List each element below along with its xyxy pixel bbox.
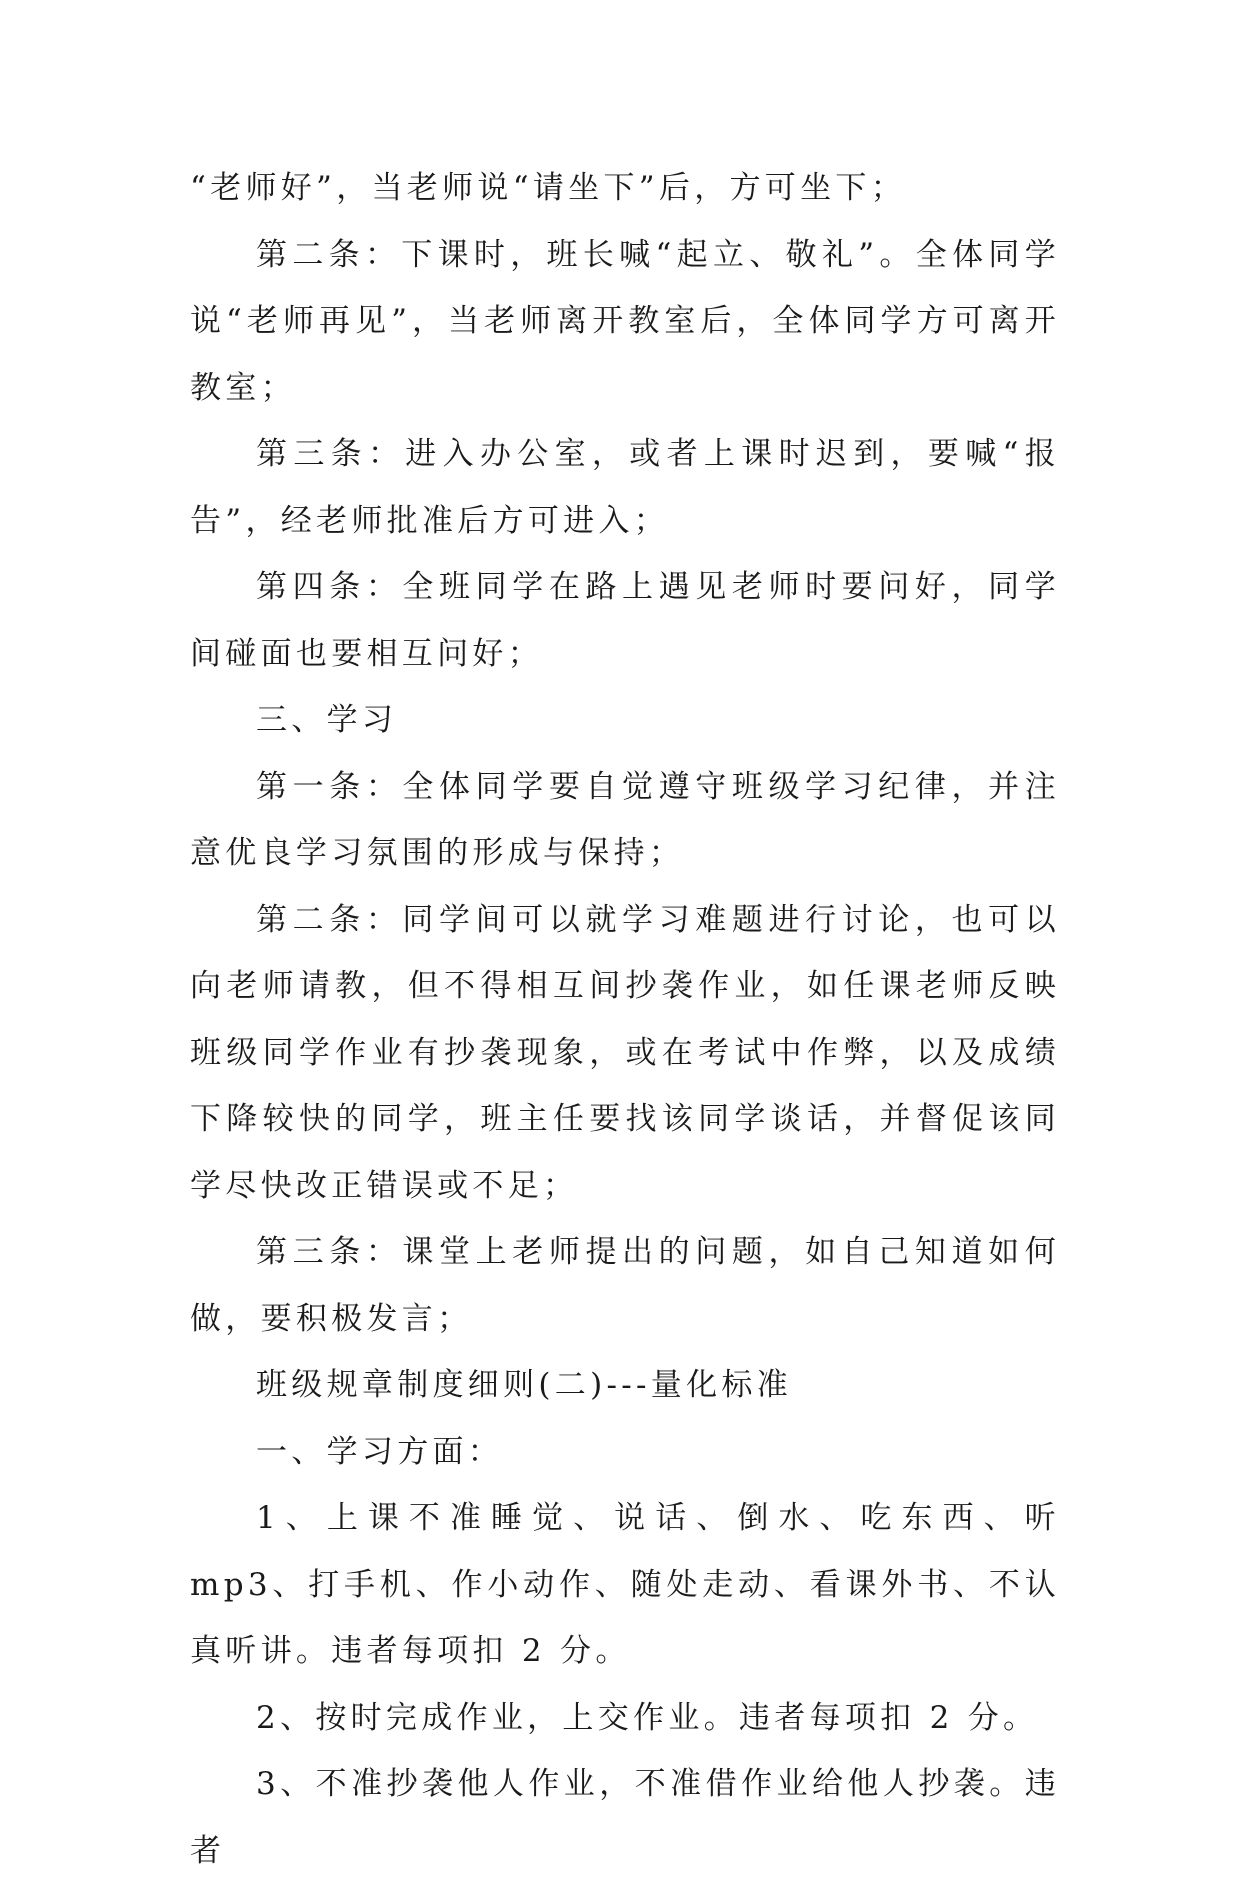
paragraph-continuation: “老师好”，当老师说“请坐下”后，方可坐下； xyxy=(190,170,906,206)
paragraph-study-rule-3: 第三条：课堂上老师提出的问题，如自己知道如何做，要积极发言； xyxy=(190,1234,1060,1337)
paragraph-rule-4-greeting: 第四条：全班同学在路上遇见老师时要问好，同学间碰面也要相互问好； xyxy=(190,569,1060,672)
document-body xyxy=(190,155,1060,1884)
paragraph-rule-3-office: 第三条：进入办公室，或者上课时迟到，要喊“报告”，经老师批准后方可进入； xyxy=(190,436,1060,539)
list-item-1: 1、上课不准睡觉、说话、倒水、吃东西、听 mp3、打手机、作小动作、随处走动、看课外书、不认真听讲。违者每项扣 2 分。 xyxy=(190,1500,1060,1669)
section-heading-study: 三、学习 xyxy=(256,702,398,738)
paragraph-study-rule-1: 第一条：全体同学要自觉遵守班级学习纪律，并注意优良学习氛围的形成与保持； xyxy=(190,768,1060,871)
list-item-2: 2、按时完成作业，上交作业。违者每项扣 2 分。 xyxy=(256,1699,1039,1736)
paragraph-rule-2-dismissal: 第二条：下课时，班长喊“起立、敬礼”。全体同学说“老师再见”，当老师离开教室后，全体同学方可离开教室； xyxy=(190,236,1060,406)
subtitle-quantitative-standards: 班级规章制度细则(二)---量化标准 xyxy=(256,1367,793,1403)
section-heading-study-aspect: 一、学习方面： xyxy=(256,1433,504,1470)
paragraph-study-rule-2: 第二条：同学间可以就学习难题进行讨论，也可以向老师请教，但不得相互间抄袭作业，如任课老师反映班级同学作业有抄袭现象，或在考试中作弊，以及成绩下降较快的同学，班主任要找该同学谈话，并督促该同学尽快改正错误或不足； xyxy=(190,901,1060,1204)
list-item-3: 3、不准抄袭他人作业，不准借作业给他人抄袭。违者 xyxy=(190,1766,1060,1869)
